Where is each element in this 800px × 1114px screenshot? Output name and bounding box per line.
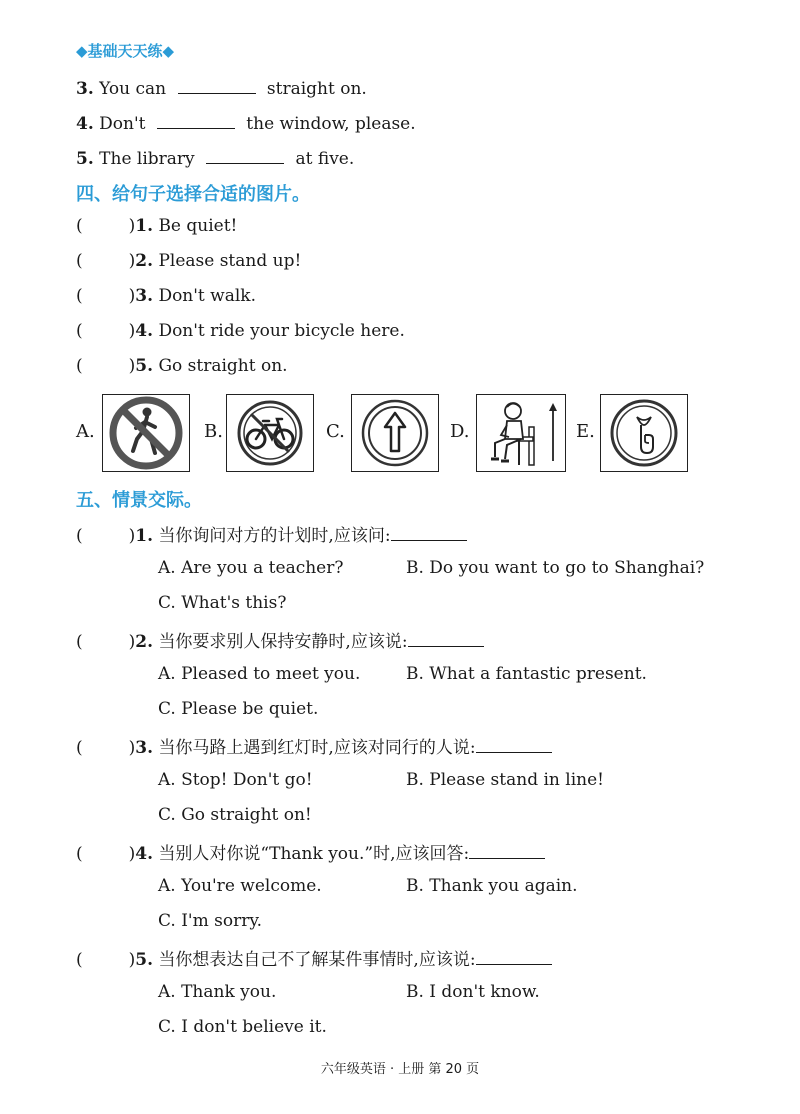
item-text: Be quiet!: [158, 216, 238, 236]
item-number: 3.: [135, 738, 154, 758]
answer-paren[interactable]: ( ): [76, 526, 136, 546]
answer-paren[interactable]: ( ): [76, 251, 136, 271]
answer-paren[interactable]: ( ): [76, 216, 136, 236]
question-prompt: 当别人对你说“Thank you.”时,应该回答:: [158, 844, 470, 864]
fill-blank-row: [76, 145, 354, 170]
person-standing-up-icon: [477, 395, 565, 471]
item-number: 1.: [135, 216, 154, 236]
go-straight-sign-icon: [352, 395, 438, 471]
picture-label: D.: [450, 421, 470, 442]
item-text: Please stand up!: [158, 251, 302, 271]
option: C. What's this?: [158, 593, 287, 613]
section-title: 四、给句子选择合适的图片。: [76, 184, 310, 205]
item-text: Don't walk.: [158, 286, 256, 306]
option: C. I don't believe it.: [158, 1017, 327, 1037]
answer-blank[interactable]: [476, 946, 552, 965]
answer-paren[interactable]: ( ): [76, 632, 136, 652]
option: A. Pleased to meet you.: [158, 664, 361, 684]
item-number: 4.: [135, 321, 154, 341]
item-number: 3.: [76, 79, 94, 99]
option: C. I'm sorry.: [158, 911, 263, 931]
answer-paren[interactable]: ( ): [76, 356, 136, 376]
option: A. You're welcome.: [158, 876, 322, 896]
picture-label: E.: [576, 421, 595, 442]
fill-text-after: at five.: [295, 149, 355, 169]
no-walking-sign-icon: [103, 395, 189, 471]
item-text: Don't ride your bicycle here.: [158, 321, 405, 341]
item-number: 5.: [135, 356, 154, 376]
answer-blank[interactable]: [391, 522, 467, 541]
option: B. What a fantastic present.: [406, 664, 647, 684]
item-number: 1.: [135, 526, 154, 546]
picture-label: B.: [204, 421, 223, 442]
fill-text-before: Don't: [99, 114, 146, 134]
be-quiet-sign-icon: [601, 395, 687, 471]
item-text: Go straight on.: [158, 356, 288, 376]
answer-paren[interactable]: ( ): [76, 738, 136, 758]
option: B. Do you want to go to Shanghai?: [406, 558, 705, 578]
item-number: 3.: [135, 286, 154, 306]
match-item: [76, 215, 237, 237]
fill-text-before: The library: [99, 149, 195, 169]
fill-text-after: the window, please.: [246, 114, 416, 134]
picture-label: C.: [326, 421, 345, 442]
answer-paren[interactable]: ( ): [76, 286, 136, 306]
picture-d: [476, 394, 566, 472]
item-number: 2.: [135, 251, 154, 271]
item-number: 5.: [76, 149, 94, 169]
fill-blank-row: [76, 75, 367, 100]
item-number: 4.: [135, 844, 154, 864]
option: B. Please stand in line!: [406, 770, 604, 790]
fill-text-after: straight on.: [266, 79, 367, 99]
question-row: [76, 522, 467, 547]
option: A. Stop! Don't go!: [158, 770, 313, 790]
match-item: [76, 355, 288, 377]
section-title: 五、情景交际。: [76, 490, 202, 511]
question-row: [76, 628, 484, 653]
picture-e: [600, 394, 688, 472]
answer-blank[interactable]: [206, 145, 284, 164]
question-row: [76, 946, 552, 971]
no-bicycle-sign-icon: [227, 395, 313, 471]
match-item: [76, 320, 405, 342]
answer-blank[interactable]: [178, 75, 256, 94]
question-prompt: 当你询问对方的计划时,应该问:: [158, 526, 391, 546]
option: A. Are you a teacher?: [158, 558, 344, 578]
page-footer: 六年级英语 · 上册 第 20 页: [320, 1062, 480, 1077]
answer-paren[interactable]: ( ): [76, 950, 136, 970]
fill-text-before: You can: [99, 79, 167, 99]
answer-blank[interactable]: [157, 110, 235, 129]
item-number: 4.: [76, 114, 94, 134]
answer-blank[interactable]: [476, 734, 552, 753]
option: C. Please be quiet.: [158, 699, 319, 719]
fill-blank-row: [76, 110, 416, 135]
question-prompt: 当你要求别人保持安静时,应该说:: [158, 632, 408, 652]
picture-a: [102, 394, 190, 472]
picture-c: [351, 394, 439, 472]
picture-label: A.: [76, 421, 95, 442]
item-number: 5.: [135, 950, 154, 970]
item-number: 2.: [135, 632, 154, 652]
answer-paren[interactable]: ( ): [76, 321, 136, 341]
question-prompt: 当你马路上遇到红灯时,应该对同行的人说:: [158, 738, 476, 758]
answer-blank[interactable]: [408, 628, 484, 647]
option: C. Go straight on!: [158, 805, 312, 825]
question-row: [76, 840, 545, 865]
match-item: [76, 250, 301, 272]
option: B. Thank you again.: [406, 876, 578, 896]
question-prompt: 当你想表达自己不了解某件事情时,应该说:: [158, 950, 476, 970]
option: B. I don't know.: [406, 982, 540, 1002]
answer-paren[interactable]: ( ): [76, 844, 136, 864]
answer-blank[interactable]: [469, 840, 545, 859]
question-row: [76, 734, 552, 759]
match-item: [76, 285, 256, 307]
header-tag: ◆基础天天练◆: [76, 42, 175, 60]
picture-b: [226, 394, 314, 472]
option: A. Thank you.: [158, 982, 277, 1002]
